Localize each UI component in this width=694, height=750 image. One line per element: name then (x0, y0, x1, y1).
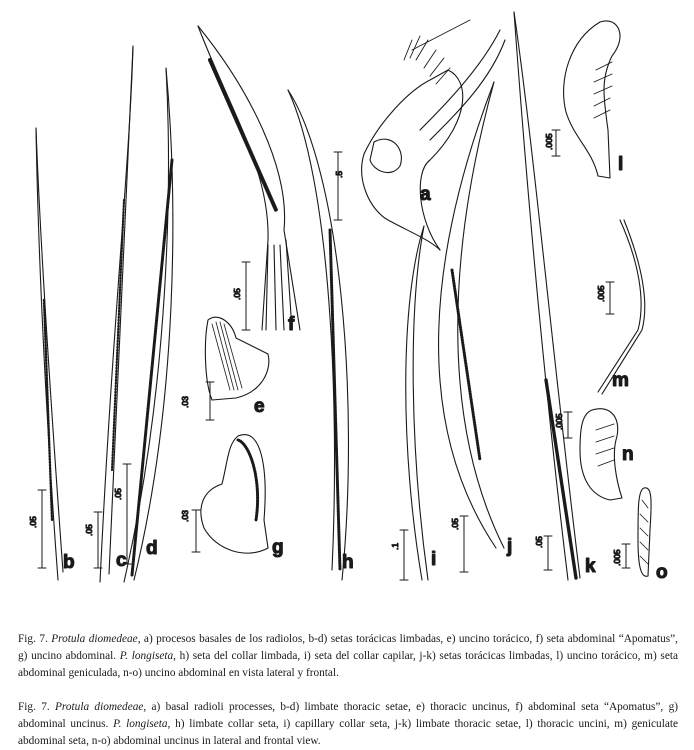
scale-label-c: .05 (84, 524, 94, 536)
caption-english (18, 699, 678, 749)
caption-species: Protula diomedeae (51, 633, 138, 646)
scale-label-a: .5 (334, 170, 344, 178)
panel-label-k: k (585, 556, 596, 577)
panel-label-j: j (507, 536, 513, 557)
scale-label-f: .05 (232, 288, 242, 300)
caption-fig-number: Fig. 7. (18, 701, 50, 714)
scale-label-o: .005 (612, 549, 622, 566)
drawing-i (406, 226, 428, 580)
scale-label-j: .05 (450, 518, 460, 530)
drawing-j (439, 82, 504, 548)
panel-label-b: b (63, 552, 75, 573)
scale-label-m: .005 (596, 285, 606, 302)
caption-text: , a) basal radioli processes, b-d) limbate thoracic setae, e) thoracic uncinus, f) abdominal seta “Apomatus”, g) abdominal uncinus. (18, 701, 678, 731)
drawing-n (580, 409, 622, 500)
scale-label-e: .03 (180, 396, 190, 408)
caption-text: , h) limbate collar seta, i) capillary collar seta, j-k) limbate thoracic setae, l) thoracic uncini, m) geniculate abdominal seta, n-o) abdominal uncinus in lateral and frontal view. (18, 718, 678, 747)
caption-text: , h) seta del collar limbada, i) seta del collar capilar, j-k) setas torácicas limbadas, l) uncino torácico, m) seta abdominal geniculada, n-o) uncino abdominal en vista lateral y frontal. (18, 650, 678, 679)
drawing-g (201, 435, 268, 554)
drawing-h (288, 90, 348, 580)
panel-label-h: h (342, 552, 354, 573)
scale-label-n: .005 (554, 413, 564, 430)
panel-label-c: c (116, 550, 127, 571)
panel-label-l: l (618, 154, 624, 175)
panel-label-n: n (622, 444, 634, 465)
drawing-l (564, 21, 620, 178)
caption-spanish (18, 631, 678, 681)
panel-label-a: a (420, 184, 431, 205)
scale-label-k: .05 (534, 536, 544, 548)
scale-label-b: .05 (28, 516, 38, 528)
scale-label-g: .03 (180, 510, 190, 522)
caption-species: Protula diomedeae (55, 701, 144, 714)
caption-species: P. longiseta (119, 650, 174, 663)
panel-label-g: g (272, 537, 284, 558)
drawing-b (36, 128, 63, 580)
caption-fig-number: Fig. 7. (18, 633, 48, 646)
drawing-o (638, 488, 651, 576)
panel-label-f: f (288, 314, 295, 335)
caption-text: , a) procesos basales de los radiolos, b-d) setas torácicas limbadas, e) uncino torácico, f) seta abdominal “Apomatus”, g) uncino abdominal. (18, 633, 678, 663)
drawing-c (100, 46, 133, 582)
panel-label-e: e (254, 396, 265, 417)
drawing-d (124, 68, 173, 582)
scale-label-i: .1 (390, 542, 400, 550)
panel-label-m: m (612, 370, 629, 391)
panel-label-d: d (146, 538, 158, 559)
panel-label-i: i (431, 549, 437, 570)
scale-label-l: .005 (544, 133, 554, 150)
panel-label-o: o (656, 562, 668, 583)
drawing-k (514, 12, 580, 580)
drawing-a (362, 20, 505, 250)
drawing-m (598, 220, 645, 394)
scale-label-d: .05 (113, 488, 123, 500)
caption-species: P. longiseta (113, 718, 168, 731)
drawing-f (198, 26, 300, 330)
drawing-e (205, 317, 268, 400)
